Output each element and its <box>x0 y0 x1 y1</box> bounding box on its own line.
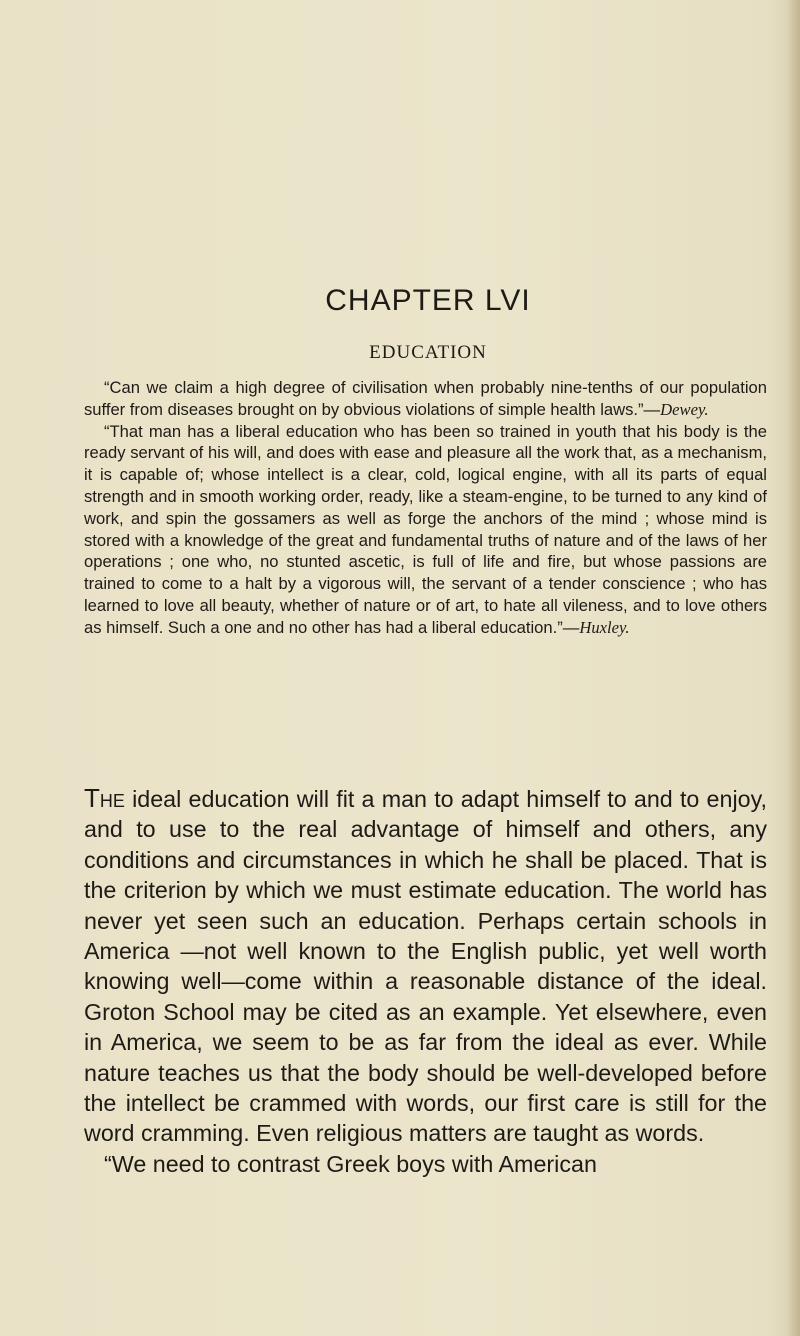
body-text <box>84 783 767 1179</box>
section-title: EDUCATION <box>369 342 487 363</box>
epigraph-huxley <box>84 421 767 639</box>
paragraph-text: ideal education will fit a man to adapt himself to and to enjoy, and to use to the real advantage of himself and others, any conditions and circumstances in which he shall be placed. That is the criterion by which we must estimate education. The world has never yet seen such an education. Perhaps certain schools in America —not well known to the English public, yet well worth knowing well—come within a reasonable distance of the ideal. Groton School may be cited as an example. Yet elsewhere, even in America, we seem to be as far from the ideal as ever. While nature teaches us that the body should be well-developed before the intellect be crammed with words, our first care is still for the word cramming. Even religious matters are taught as words. <box>84 786 767 1147</box>
epigraph-block <box>84 377 767 639</box>
epigraph-quote: “That man has a liberal education who has been so trained in youth that his body is the ready servant of his will, and does with ease and pleasure all the work that, as a mechanism, it is capable of; whose intellect is a clear, cold, logical engine, with all its parts of equal strength and in smooth working order, ready, like a steam-engine, to be turned to any kind of work, and spin the gossamers as well as forge the anchors of the mind ; whose mind is stored with a knowledge of the great and fundamental truths of nature and of the laws of her operations ; one who, no stunted ascetic, is full of life and fire, but whose passions are trained to come to a halt by a vigorous will, the servant of a tender conscience ; who has learned to love all beauty, whether of nature or of art, to hate all vileness, and to love others as himself. Such a one and no other has had a liberal education.”— <box>84 421 767 637</box>
body-paragraph <box>84 783 767 1149</box>
epigraph-quote: “Can we claim a high degree of civilisation when probably nine-tenths of our population suffer from diseases brought on by obvious violations of simple health laws.”— <box>84 378 767 419</box>
chapter-title: CHAPTER LVI <box>325 284 531 317</box>
epigraph-author: Dewey. <box>660 399 709 419</box>
page-edge-shadow <box>786 0 800 1336</box>
lead-word: The <box>84 783 125 813</box>
body-paragraph: “We need to contrast Greek boys with American <box>104 1150 597 1177</box>
epigraph-dewey <box>84 377 767 421</box>
epigraph-author: Huxley. <box>579 617 630 637</box>
